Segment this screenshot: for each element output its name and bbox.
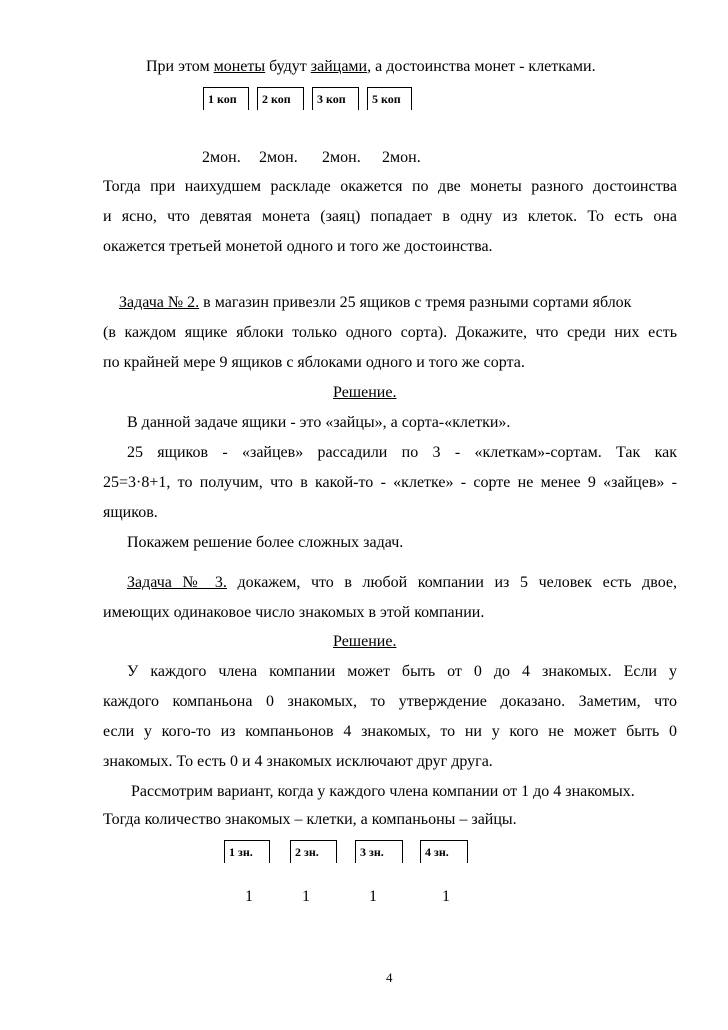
- coin-count-1: 2мон.: [202, 149, 241, 166]
- sol2-line-1: В данной задаче ящики - это «зайцы», а сорта-«клетки».: [127, 414, 511, 431]
- task3-text-1: докажем, что в любой компании из 5 человек есть двое,: [226, 574, 677, 591]
- worst-case-line-1: Тогда при наихудшем раскладе окажется по две монеты разного достоинства: [103, 178, 677, 195]
- intro-text-c: будут: [265, 58, 311, 75]
- task2-line-1: [119, 293, 631, 313]
- cell-box-3kop: 3 коп: [312, 87, 359, 110]
- acq-count-2: 1: [302, 888, 310, 905]
- solution-heading-2: Решение.: [333, 384, 397, 401]
- task2-line-3: по крайней мере 9 ящиков с яблоками одного и того же сорта.: [103, 354, 525, 371]
- task3-line-2: имеющих одинаковое число знакомых в этой компании.: [103, 604, 485, 621]
- sol3-line-4: знакомых. То есть 0 и 4 знакомых исключают друг друга.: [103, 753, 493, 770]
- cell-box-1zn: 1 зн.: [224, 840, 270, 863]
- task2-title: Задача № 2.: [119, 294, 200, 311]
- intro-line: [146, 57, 596, 77]
- sol3-line-3: если у кого-то из компаньонов 4 знакомых, то ни у кого не может быть 0: [103, 723, 677, 740]
- coin-count-4: 2мон.: [382, 149, 421, 166]
- cell-box-3zn: 3 зн.: [355, 840, 403, 863]
- acq-count-1: 1: [245, 888, 253, 905]
- acq-count-3: 1: [369, 888, 377, 905]
- sol3-line-5: Рассмотрим вариант, когда у каждого члена компании от 1 до 4 знакомых.: [131, 783, 635, 800]
- cell-box-1kop: 1 коп: [203, 87, 249, 110]
- cell-box-5kop: 5 коп: [367, 87, 412, 110]
- cell-box-2kop: 2 коп: [257, 87, 304, 110]
- page-number: 4: [386, 970, 393, 985]
- task2-text-1: в магазин привезли 25 ящиков с тремя разными сортами яблок: [199, 294, 632, 311]
- intro-text-e: , а достоинства монет - клетками.: [367, 58, 596, 75]
- sol2-line-3: 25=3·8+1, то получим, что в какой-то - «клетке» - сорте не менее 9 «зайцев» -: [103, 474, 677, 491]
- coin-count-2: 2мон.: [259, 149, 298, 166]
- task3-line-1: [127, 573, 677, 593]
- sol2-line-5: Покажем решение более сложных задач.: [127, 534, 404, 551]
- cell-box-2zn: 2 зн.: [290, 840, 337, 863]
- worst-case-line-2: и ясно, что девятая монета (заяц) попадает в одну из клеток. То есть она: [103, 208, 677, 225]
- worst-case-line-3: окажется третьей монетой одного и того же достоинства.: [103, 238, 493, 255]
- task3-title: Задача № 3.: [127, 574, 227, 591]
- coins-word: монеты: [213, 58, 266, 75]
- sol3-line-6: Тогда количество знакомых – клетки, а компаньоны – зайцы.: [103, 811, 517, 828]
- sol2-line-2: 25 ящиков - «зайцев» рассадили по 3 - «клеткам»-сортам. Так как: [127, 444, 677, 461]
- intro-text-a: При этом: [146, 58, 214, 75]
- task2-line-2: (в каждом ящике яблоки только одного сорта). Докажите, что среди них есть: [103, 324, 677, 341]
- coin-count-3: 2мон.: [322, 149, 361, 166]
- cell-box-4zn: 4 зн.: [420, 840, 468, 863]
- solution-heading-3: Решение.: [333, 633, 397, 650]
- sol3-line-1: У каждого члена компании может быть от 0 до 4 знакомых. Если у: [127, 663, 677, 680]
- sol3-line-2: каждого компаньона 0 знакомых, то утверждение доказано. Заметим, что: [103, 693, 677, 710]
- sol2-line-4: ящиков.: [103, 504, 158, 521]
- acq-count-4: 1: [442, 888, 450, 905]
- hares-word: зайцами: [310, 58, 368, 75]
